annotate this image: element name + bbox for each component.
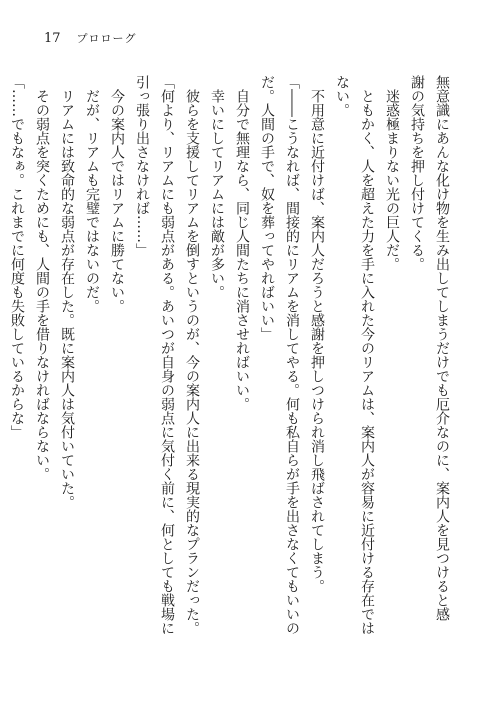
text-line: 彼らを支援してリアムを倒すというのが、今の案内人に出来る現実的なプランだった。	[184, 89, 200, 635]
text-line: リアムには致命的な弱点が存在した。既に案内人は気付いていた。	[59, 89, 75, 509]
text-line: だ。人間の手で、奴を葬ってやればいい」	[259, 75, 275, 341]
text-line: ない。	[334, 75, 350, 117]
text-line: 不用意に近付けば、案内人だろうと感謝を押しつけられ消し飛ばされてしまう。	[309, 89, 325, 593]
text-line: 「何より、リアムにも弱点がある。あいつが自身の弱点に気付く前に、何としても戦場に	[159, 75, 175, 635]
text-line: 「――こうなれば、間接的にリアムを消してやる。何も私自らが手を出さなくてもいいの	[284, 75, 300, 635]
text-line: 謝の気持ちを押し付けてくる。	[409, 75, 425, 271]
text-line: 無意識にあんな化け物を生み出してしまうだけでも厄介なのに、案内人を見つけると感	[434, 75, 450, 621]
page-number: 17	[44, 31, 61, 46]
text-line: 自分で無理なら、同じ人間たちに消させればいい。	[234, 89, 250, 411]
body-text	[9, 75, 454, 675]
text-line: 「……でもなぁ。これまでに何度も失敗しているからな」	[9, 75, 25, 439]
text-line: その弱点を突くためにも、人間の手を借りなければならない。	[34, 89, 50, 481]
text-line: ともかく、人を超えた力を手に入れた今のリアムは、案内人が容易に近付ける存在では	[359, 89, 375, 635]
page-header	[44, 30, 137, 46]
text-line: 今の案内人ではリアムに勝てない。	[109, 89, 125, 313]
chapter-title: プロローグ	[76, 32, 137, 45]
text-line: 迷惑極まりない光の巨人だ。	[384, 89, 400, 271]
text-line: 幸いにしてリアムには敵が多い。	[209, 89, 225, 299]
text-line: だが、リアムも完璧ではないのだ。	[84, 89, 100, 313]
text-line: 引っ張り出さなければ……」	[134, 75, 150, 257]
